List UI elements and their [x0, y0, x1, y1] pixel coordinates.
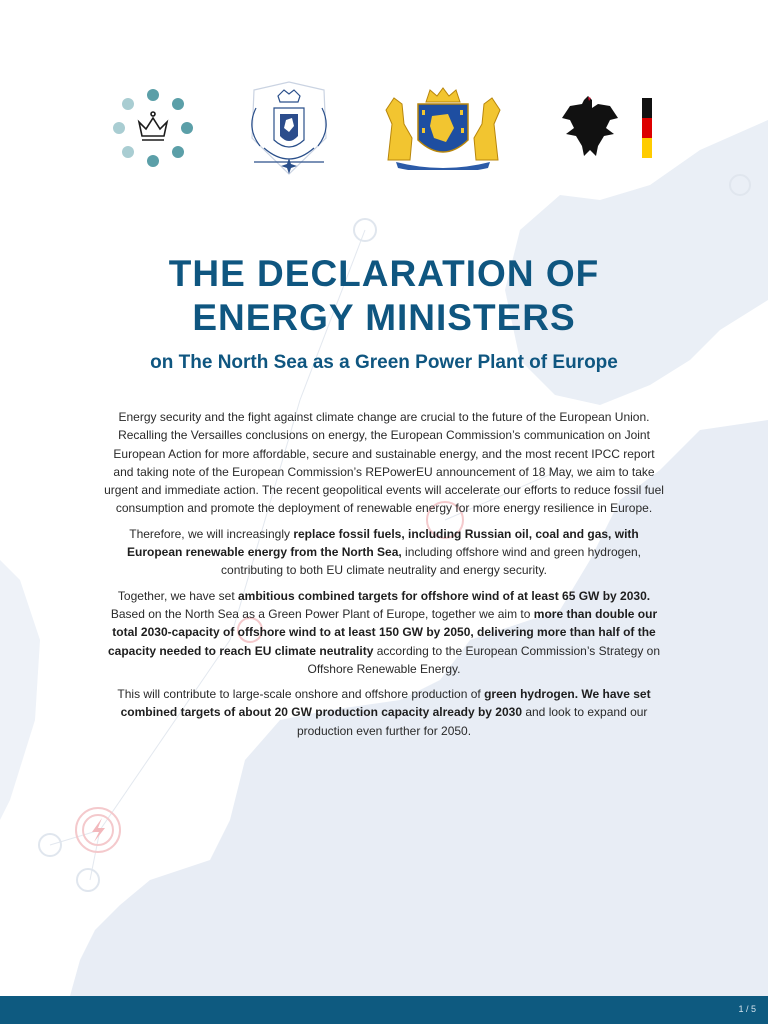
page-number: 1 / 5	[738, 1004, 756, 1014]
paragraph-4-text: and look to expand our production even further for 2050.	[296, 705, 648, 738]
paragraph-2-text: Therefore, we will increasingly	[129, 526, 294, 541]
paragraph-2-text: including offshore wind and green hydrogen, contributing to both EU climate neutrality and energy security.	[221, 545, 641, 578]
germany-federal-eagle	[548, 94, 660, 160]
denmark-crown-emblem	[108, 86, 198, 170]
subtitle: on The North Sea as a Green Power Plant of Europe	[150, 352, 618, 373]
footer-bar	[0, 996, 768, 1024]
paragraph-3-text: according to the European Commission’s Strategy on Offshore Renewable Energy.	[307, 643, 661, 676]
paragraph-3-emphasis: ambitious combined targets for offshore wind of at least 65 GW by 2030.	[238, 588, 651, 603]
paragraph-2	[104, 525, 664, 580]
map-landmass-left	[0, 560, 40, 820]
paragraph-3	[104, 587, 664, 678]
paragraph-3-emphasis: more than double our total 2030-capacity of offshore wind to at least 150 GW by 2050, delivering more than half of the capacity needed to reach EU climate neutrality	[107, 606, 658, 658]
title-block	[0, 252, 768, 374]
paragraph-1-text: Energy security and the fight against climate change are crucial to the future of the European Union. Recalling the Versailles conclusions on energy, the European Commission’s communication on Joint European Action for more affordable, secure and sustainable energy, and the most recent IPCC report and taking note of the European Commission’s REPowerEU announcement of 18 May, we aim to take urgent and immediate action. The recent geopolitical events will accelerate our efforts to reduce fossil fuel consumption and promote the deployment of renewable energy for more energy resilience in Europe.	[104, 410, 664, 516]
paragraph-3-text: Based on the North Sea as a Green Power Plant of Europe, together we aim to	[110, 606, 534, 621]
paragraph-2-emphasis: replace fossil fuels, including Russian oil, coal and gas, with European renewable energy from the North Sea,	[126, 526, 639, 560]
title-line-1: THE DECLARATION OF	[168, 253, 600, 294]
paragraph-4-text: This will contribute to large-scale onshore and offshore production of	[117, 687, 485, 702]
paragraph-3-text: Together, we have set	[117, 588, 238, 603]
logos-row	[0, 78, 768, 178]
declaration-body	[104, 408, 664, 747]
title-line-2: ENERGY MINISTERS	[192, 297, 576, 338]
netherlands-coat-of-arms	[382, 84, 504, 170]
paragraph-4-emphasis: green hydrogen. We have set combined targets of about 20 GW production capacity already by 2030	[120, 687, 651, 720]
belgium-coat-of-arms	[234, 78, 344, 178]
paragraph-4	[104, 685, 664, 740]
paragraph-1	[104, 408, 664, 518]
